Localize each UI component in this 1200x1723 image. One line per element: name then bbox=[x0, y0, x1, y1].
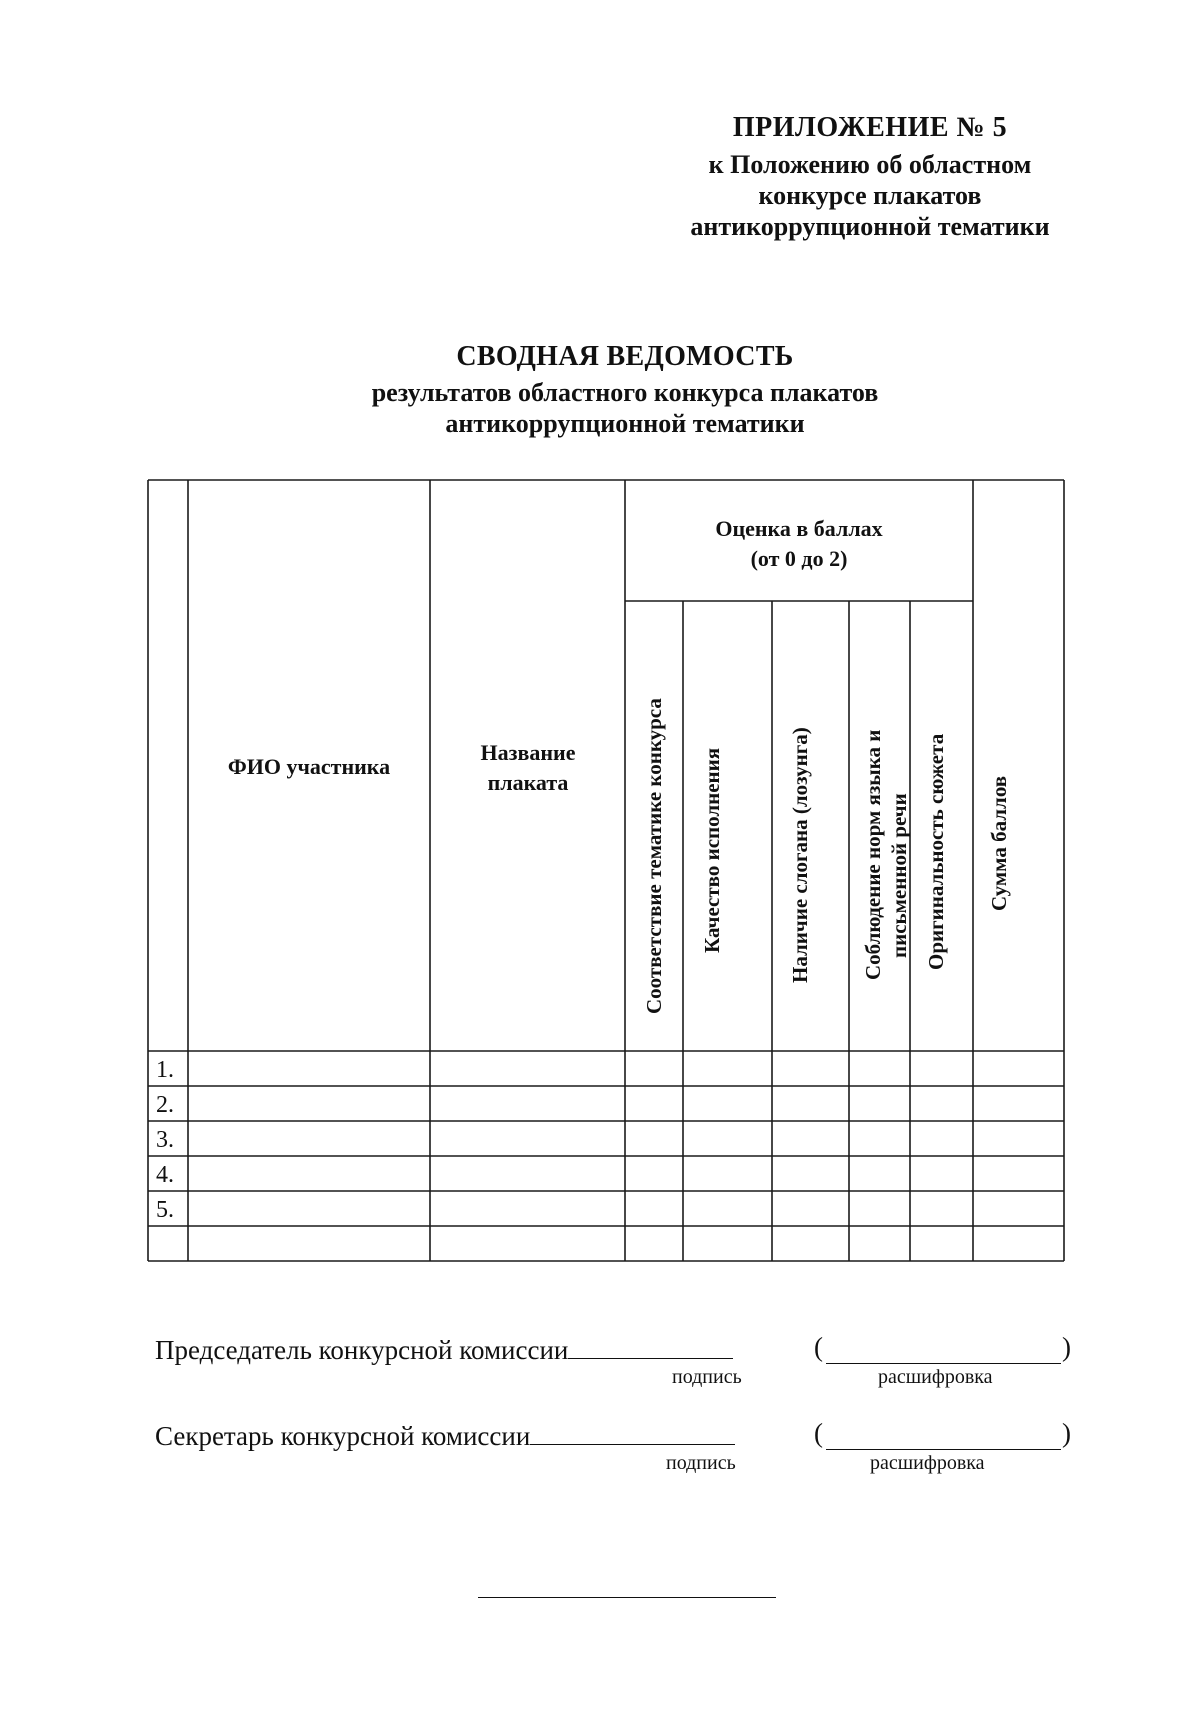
footer-divider bbox=[478, 1597, 776, 1598]
row-number: 4. bbox=[156, 1162, 174, 1188]
group-header-2: (от 0 до 2) bbox=[750, 546, 848, 571]
group-header-1: Оценка в баллах bbox=[715, 516, 883, 541]
chair-label: Председатель конкурсной комиссии bbox=[155, 1335, 569, 1365]
row-number: 5. bbox=[156, 1197, 174, 1223]
criterion-theme: Соответствие тематике конкурса bbox=[642, 698, 666, 1014]
title-line-2: антикоррупционной тематики bbox=[445, 409, 805, 438]
criterion-quality: Качество исполнения bbox=[700, 747, 724, 953]
chair-open-paren: ( bbox=[814, 1332, 823, 1362]
criterion-language-1: Соблюдение норм языка и bbox=[861, 729, 885, 980]
row-number: 2. bbox=[156, 1092, 174, 1118]
appendix-line-1: к Положению об областном bbox=[708, 150, 1032, 179]
secretary-close-paren: ) bbox=[1062, 1418, 1071, 1448]
title-main: СВОДНАЯ ВЕДОМОСТЬ bbox=[456, 341, 794, 372]
title-line-1: результатов областного конкурса плакатов bbox=[371, 378, 879, 407]
row-number: 1. bbox=[156, 1057, 174, 1083]
appendix-line-3: антикоррупционной тематики bbox=[690, 212, 1050, 241]
secretary-sign-caption: подпись bbox=[666, 1452, 736, 1474]
row-number: 3. bbox=[156, 1127, 174, 1153]
chair-decode-field[interactable] bbox=[826, 1333, 1061, 1364]
secretary-signature-line bbox=[155, 1418, 735, 1452]
secretary-signature-field[interactable] bbox=[530, 1418, 735, 1445]
secretary-decode-field[interactable] bbox=[826, 1419, 1061, 1450]
appendix-number: ПРИЛОЖЕНИЕ № 5 bbox=[732, 112, 1008, 143]
criterion-language-2: письменной речи bbox=[887, 793, 911, 958]
col-name-header-1: Название bbox=[480, 740, 576, 765]
appendix-line-2: конкурсе плакатов bbox=[758, 181, 982, 210]
col-fio-header: ФИО участника bbox=[227, 754, 391, 779]
col-sum-header: Сумма баллов bbox=[987, 775, 1011, 911]
chair-signature-field[interactable] bbox=[568, 1332, 733, 1359]
criterion-originality: Оригинальность сюжета bbox=[924, 733, 948, 970]
chair-close-paren: ) bbox=[1062, 1332, 1071, 1362]
criterion-slogan: Наличие слогана (лозунга) bbox=[788, 727, 812, 983]
secretary-decode-caption: расшифровка bbox=[870, 1452, 985, 1474]
col-name-header-2: плаката bbox=[487, 770, 569, 795]
chair-sign-caption: подпись bbox=[672, 1366, 742, 1388]
chair-decode-caption: расшифровка bbox=[878, 1366, 993, 1388]
secretary-label: Секретарь конкурсной комиссии bbox=[155, 1421, 531, 1451]
chair-signature-line bbox=[155, 1332, 733, 1366]
secretary-open-paren: ( bbox=[814, 1418, 823, 1448]
